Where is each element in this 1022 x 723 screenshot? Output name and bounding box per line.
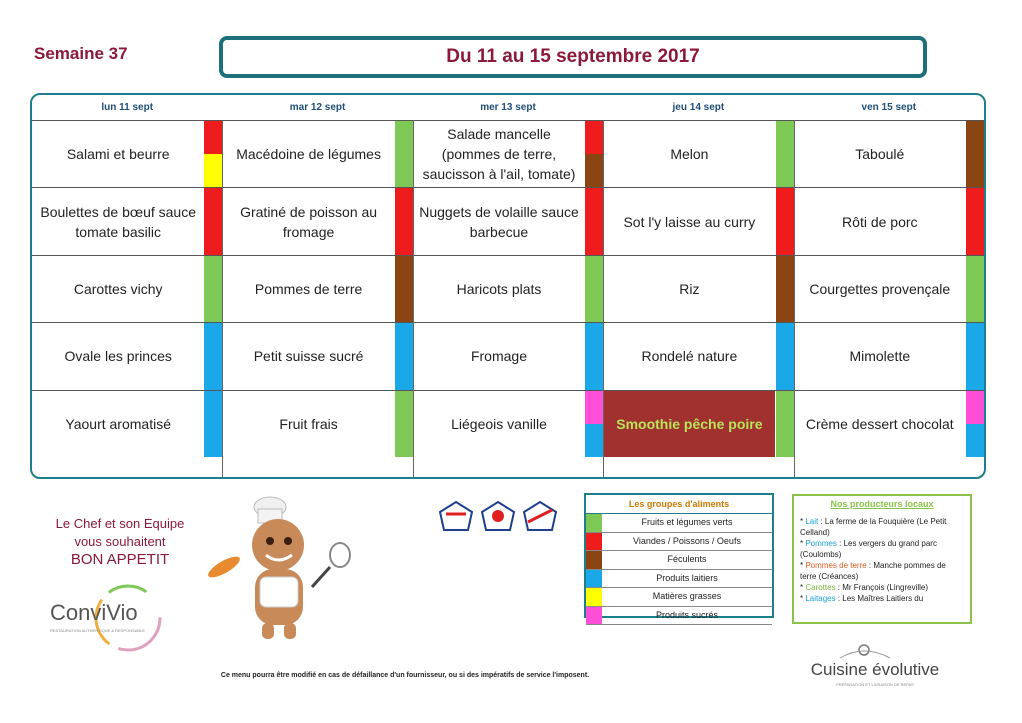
week-label: Semaine 37 — [34, 44, 128, 63]
producer-item: * Laitages : Les Maîtres Laitiers du — [800, 594, 924, 603]
legend-label: Viandes / Poissons / Oeufs — [633, 535, 741, 546]
menu-item: Crème dessert chocolat — [805, 415, 954, 432]
food-group-marker-red — [204, 121, 222, 154]
menu-item: Liégeois vanille — [451, 415, 547, 432]
chef-line-1: Le Chef et son Equipe — [55, 516, 185, 531]
food-group-marker-green — [204, 256, 222, 322]
legend-item — [586, 514, 772, 533]
legend-label: Produits sucrés — [655, 609, 719, 620]
menu-disclaimer: Ce menu pourra être modifié en cas de défaillance d'un fournisseur, ou si des impératifs de service l'imposent. — [220, 672, 590, 679]
food-group-marker-red — [395, 188, 413, 254]
local-producers-box — [792, 494, 972, 624]
producer-name: La ferme de la Fouquière (Le Petit Celland) — [800, 517, 947, 537]
cuisine-tagline: PRÉPARATION ET LIVRAISON DE REPAS — [836, 682, 914, 687]
day-header: ven 15 sept — [861, 102, 917, 113]
legend-label: Produits laitiers — [656, 572, 718, 583]
date-range-title: Du 11 au 15 septembre 2017 — [219, 36, 927, 78]
producer-product: Carottes — [805, 583, 836, 592]
menu-item: Ovale les princes — [64, 348, 172, 365]
chef-line-2: vous souhaitent — [74, 534, 166, 549]
producer-item: * Lait : La ferme de la Fouquière (Le Petit Celland) — [800, 517, 947, 537]
legend-swatch-brown — [586, 551, 602, 569]
food-group-marker-blue — [966, 424, 984, 457]
producer-product: Pommes de terre — [805, 561, 867, 570]
legend-item — [586, 533, 772, 552]
food-group-marker-red — [776, 188, 794, 254]
producer-item: * Pommes : Les vergers du grand parc (Coulombs) — [800, 539, 937, 559]
day-header: mer 13 sept — [480, 102, 536, 113]
legend-swatch-yellow — [586, 588, 602, 606]
convivio-tagline: RESTAURATION AUTHENTIQUE & RESPONSABLE — [50, 628, 145, 633]
legend-item — [586, 570, 772, 589]
food-group-marker-brown — [966, 121, 984, 187]
menu-item: Nuggets de volaille sauce barbecue — [419, 203, 579, 240]
menu-item: Gratiné de poisson au fromage — [240, 203, 378, 240]
menu-item: Courgettes provençale — [809, 280, 951, 297]
legend-swatch-green — [586, 514, 602, 532]
menu-item: Fromage — [470, 348, 527, 365]
food-group-marker-green — [776, 121, 794, 187]
legend-item — [586, 551, 772, 570]
menu-item: Boulettes de bœuf sauce tomate basilic — [40, 203, 197, 240]
menu-item: Sot l'y laisse au curry — [623, 213, 756, 230]
producer-name: Les vergers du grand parc (Coulombs) — [800, 539, 937, 559]
food-group-marker-green — [395, 391, 413, 457]
food-group-marker-red — [585, 121, 603, 154]
menu-item: Pommes de terre — [254, 280, 363, 297]
legend-item — [586, 588, 772, 607]
menu-item: Smoothie pêche poire — [604, 391, 774, 457]
food-groups-legend — [584, 493, 774, 618]
menu-item: Salade mancelle (pommes de terre, saucisson à l'ail, tomate) — [422, 126, 576, 183]
producer-name: Mr François (Lingreville) — [842, 583, 929, 592]
legend-label: Fruits et légumes verts — [641, 517, 733, 527]
food-group-marker-green — [585, 256, 603, 322]
menu-item: Rondelé nature — [641, 348, 738, 365]
cuisine-evolutive-logo — [800, 640, 950, 690]
producer-name: Les Maîtres Laitiers du — [842, 594, 924, 603]
producer-item: * Carottes : Mr François (Lingreville) — [800, 583, 929, 592]
menu-item: Macédoine de légumes — [236, 146, 381, 163]
food-group-marker-brown — [776, 256, 794, 322]
producer-product: Pommes — [805, 539, 837, 548]
food-group-marker-blue — [585, 323, 603, 389]
chef-mascot-icon — [200, 495, 370, 645]
legend-swatch-blue — [586, 570, 602, 588]
producer-product: Lait — [805, 517, 819, 526]
producers-title: Nos producteurs locaux — [830, 499, 934, 509]
food-group-marker-green — [966, 256, 984, 322]
legend-swatch-red — [586, 533, 602, 551]
convivio-name: ConviVio — [50, 600, 138, 625]
food-group-marker-blue — [395, 323, 413, 389]
food-group-marker-blue — [204, 323, 222, 389]
producer-product: Laitages — [805, 594, 836, 603]
menu-item: Rôti de porc — [842, 213, 918, 230]
legend-label: Féculents — [667, 554, 707, 564]
chef-line-3: BON APPETIT — [70, 551, 170, 568]
chef-message — [40, 515, 200, 569]
day-header: lun 11 sept — [101, 102, 154, 113]
menu-item: Carottes vichy — [73, 280, 163, 297]
legend-label: Matières grasses — [652, 591, 722, 601]
food-group-marker-blue — [585, 424, 603, 457]
menu-item: Haricots plats — [456, 280, 542, 297]
menu-item: Salami et beurre — [66, 146, 170, 163]
food-group-marker-red — [966, 188, 984, 254]
food-group-marker-blue — [966, 323, 984, 389]
menu-grid — [30, 93, 986, 479]
food-group-marker-green — [776, 391, 794, 457]
food-group-marker-blue — [776, 323, 794, 389]
food-group-marker-red — [204, 188, 222, 254]
food-group-marker-green — [395, 121, 413, 187]
menu-item: Fruit frais — [279, 415, 338, 432]
food-group-marker-red — [585, 188, 603, 254]
food-group-marker-pink — [966, 391, 984, 424]
legend-item — [586, 607, 772, 626]
menu-item: Petit suisse sucré — [253, 348, 364, 365]
day-header: mar 12 sept — [289, 102, 346, 113]
menu-item: Yaourt aromatisé — [65, 415, 171, 432]
food-group-marker-yellow — [204, 154, 222, 187]
producer-name: Manche pommes de terre (Créances) — [800, 561, 946, 581]
menu-item: Riz — [679, 280, 700, 297]
food-group-marker-brown — [585, 154, 603, 187]
cuisine-logo-icon — [800, 640, 950, 660]
food-group-marker-blue — [204, 391, 222, 457]
food-group-marker-brown — [395, 256, 413, 322]
menu-item: Taboulé — [855, 146, 905, 163]
legend-swatch-pink — [586, 607, 602, 625]
producer-item: * Pommes de terre : Manche pommes de terre (Créances) — [800, 561, 946, 581]
day-header: jeu 14 sept — [672, 102, 725, 113]
food-group-marker-pink — [585, 391, 603, 424]
legend-title: Les groupes d'aliments — [586, 495, 772, 514]
convivio-logo — [48, 580, 178, 660]
cuisine-name: Cuisine évolutive — [810, 660, 940, 679]
quality-labels-icon — [436, 498, 566, 538]
menu-item: Melon — [670, 146, 709, 163]
menu-item: Mimolette — [849, 348, 911, 365]
